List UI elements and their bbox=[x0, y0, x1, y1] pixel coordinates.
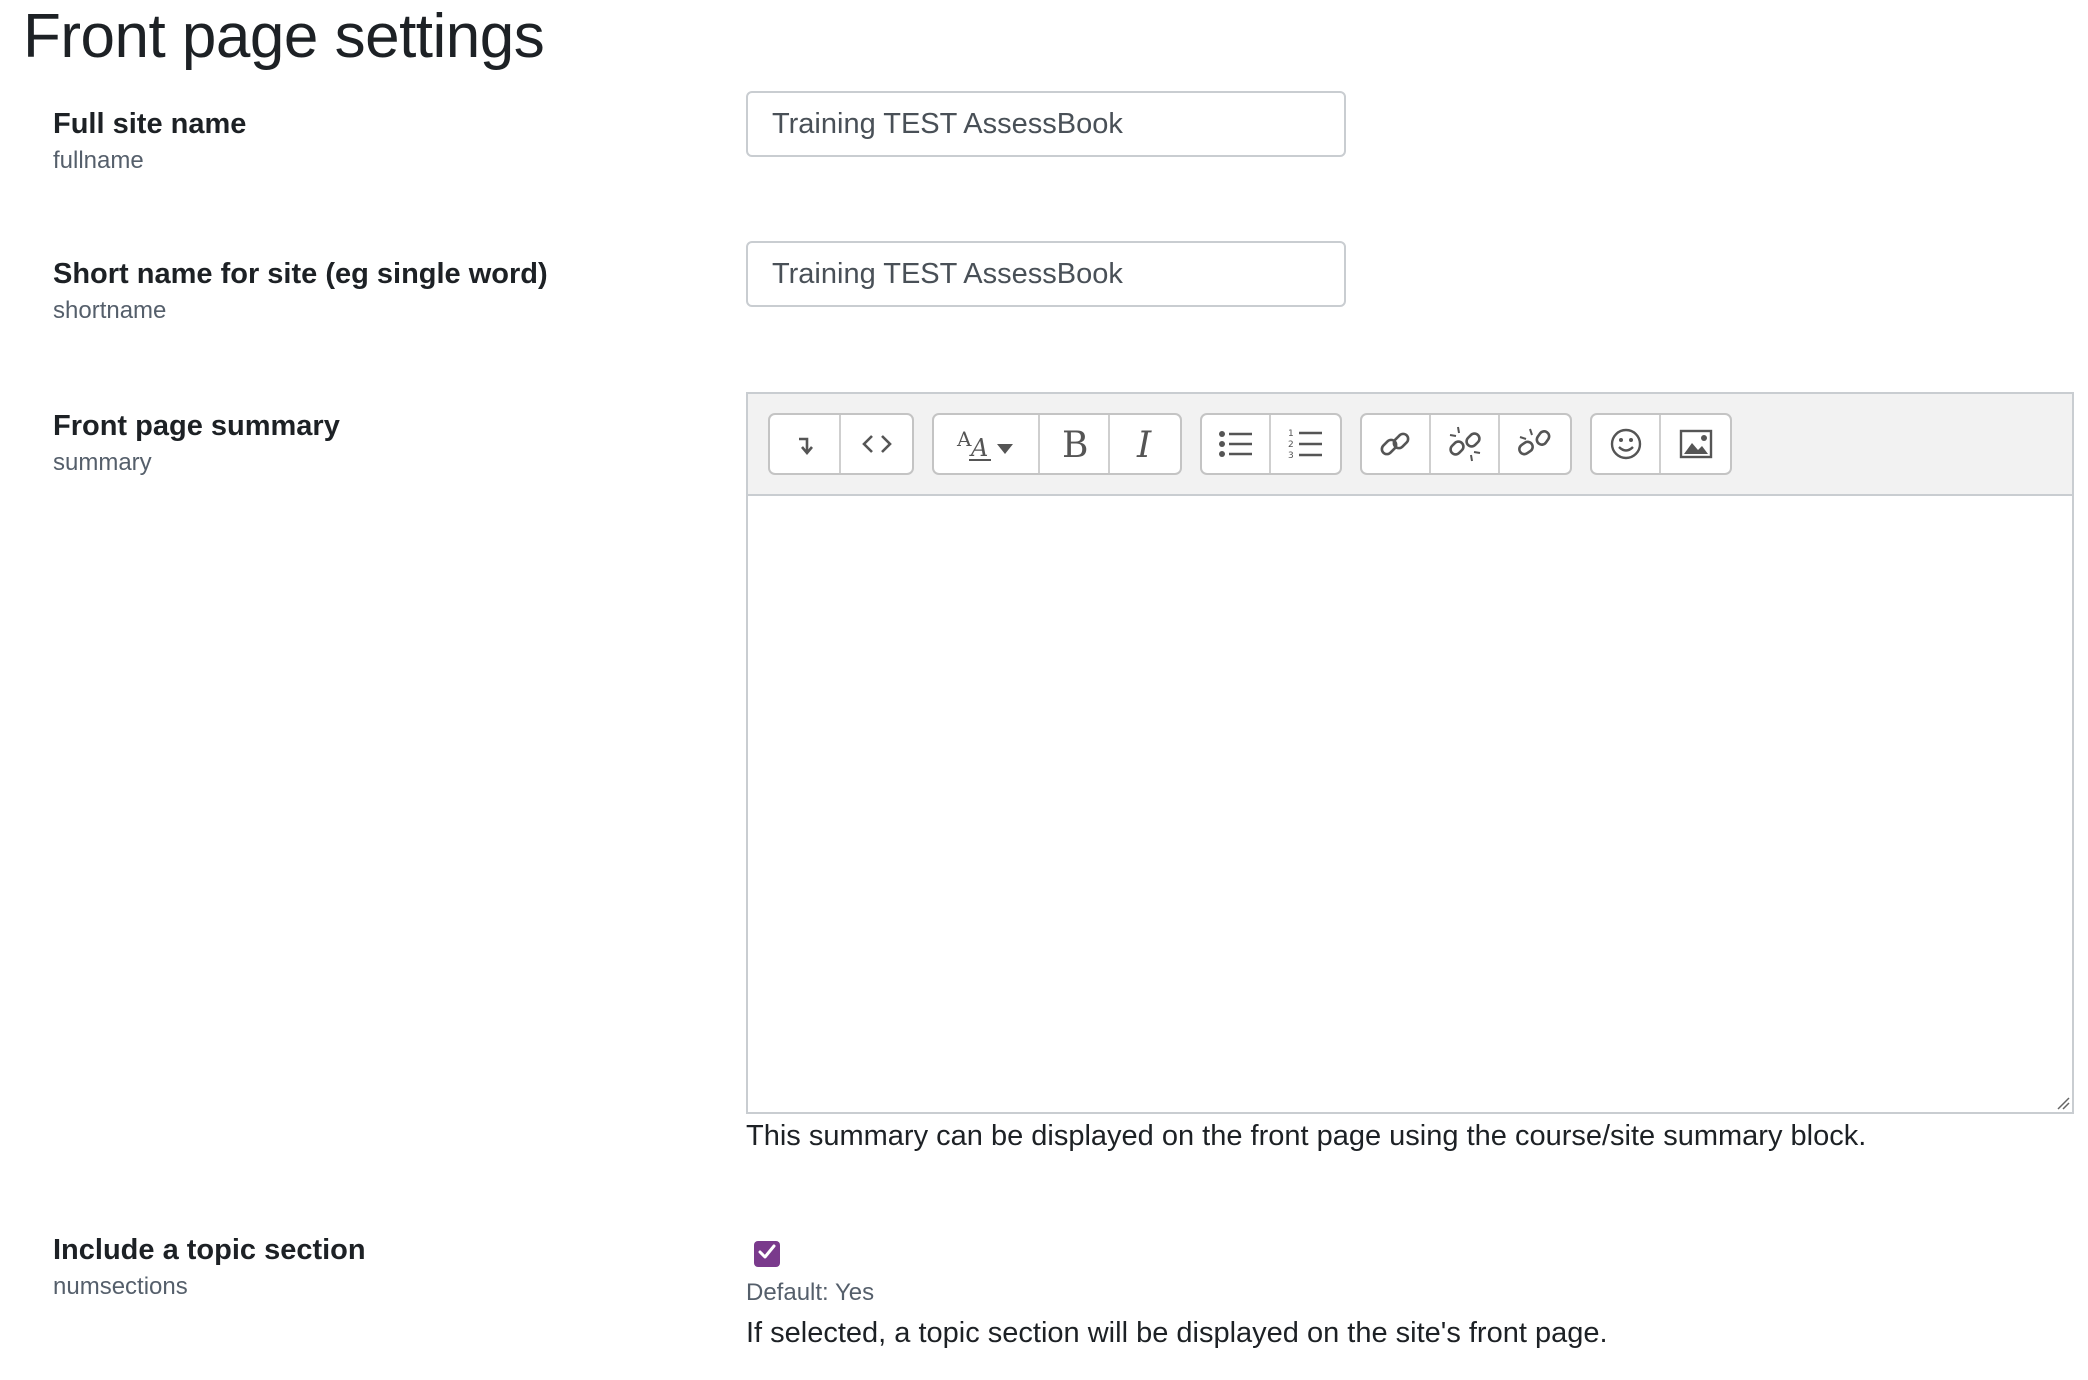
svg-text:B: B bbox=[1062, 425, 1089, 464]
svg-text:I: I bbox=[1137, 425, 1152, 464]
summary-label: Front page summary bbox=[53, 410, 340, 442]
font-size-icon bbox=[953, 424, 1019, 464]
ordered-list-button[interactable] bbox=[1271, 415, 1340, 473]
broken-link-icon bbox=[1516, 425, 1554, 463]
numsections-help-text: If selected, a topic section will be displayed on the site's front page. bbox=[746, 1317, 1608, 1349]
link-icon bbox=[1377, 426, 1413, 462]
italic-icon bbox=[1130, 424, 1160, 464]
toolbar-group-4 bbox=[1360, 413, 1572, 475]
summary-editor bbox=[746, 392, 2074, 1114]
summary-help-text: This summary can be displayed on the front page using the course/site summary block. bbox=[746, 1120, 1867, 1152]
fullname-key: fullname bbox=[53, 147, 144, 174]
shortname-input[interactable] bbox=[746, 241, 1346, 307]
checkmark-icon bbox=[757, 1242, 777, 1267]
unordered-list-button[interactable] bbox=[1202, 415, 1271, 473]
svg-text:A: A bbox=[957, 427, 972, 451]
ordered-list-icon bbox=[1288, 427, 1324, 461]
italic-button[interactable] bbox=[1110, 415, 1180, 473]
collapse-icon bbox=[794, 431, 816, 457]
collapse-button[interactable] bbox=[770, 415, 841, 473]
bold-button[interactable] bbox=[1040, 415, 1110, 473]
html-icon bbox=[860, 432, 894, 456]
image-icon bbox=[1679, 429, 1713, 459]
fullname-label: Full site name bbox=[53, 108, 247, 140]
shortname-key: shortname bbox=[53, 297, 167, 324]
resize-grip-icon[interactable] bbox=[2054, 1094, 2070, 1110]
toolbar-group-2 bbox=[932, 413, 1182, 475]
page-title: Front page settings bbox=[23, 2, 545, 71]
toolbar-group-5 bbox=[1590, 413, 1732, 475]
broken-link-button[interactable] bbox=[1500, 415, 1570, 473]
summary-editor-content[interactable] bbox=[748, 496, 2072, 1112]
font-size-button[interactable] bbox=[934, 415, 1040, 473]
svg-text:A: A bbox=[971, 434, 989, 462]
summary-key: summary bbox=[53, 449, 152, 476]
numsections-default: Default: Yes bbox=[746, 1279, 875, 1306]
bold-icon bbox=[1057, 424, 1091, 464]
unlink-button[interactable] bbox=[1431, 415, 1501, 473]
numsections-label: Include a topic section bbox=[53, 1234, 366, 1266]
svg-text:2: 2 bbox=[1287, 440, 1294, 450]
emoji-button[interactable] bbox=[1592, 415, 1661, 473]
numsections-key: numsections bbox=[53, 1273, 188, 1300]
html-button[interactable] bbox=[841, 415, 912, 473]
unordered-list-icon bbox=[1218, 428, 1254, 460]
toolbar-group-1 bbox=[768, 413, 914, 475]
emoji-icon bbox=[1609, 427, 1643, 461]
image-button[interactable] bbox=[1661, 415, 1730, 473]
toolbar-group-3 bbox=[1200, 413, 1342, 475]
shortname-label: Short name for site (eg single word) bbox=[53, 258, 548, 290]
unlink-icon bbox=[1446, 425, 1484, 463]
editor-toolbar bbox=[748, 394, 2072, 496]
numsections-checkbox[interactable] bbox=[754, 1241, 780, 1267]
link-button[interactable] bbox=[1362, 415, 1431, 473]
svg-text:1: 1 bbox=[1287, 429, 1294, 439]
svg-text:3: 3 bbox=[1287, 451, 1294, 461]
fullname-input[interactable] bbox=[746, 91, 1346, 157]
